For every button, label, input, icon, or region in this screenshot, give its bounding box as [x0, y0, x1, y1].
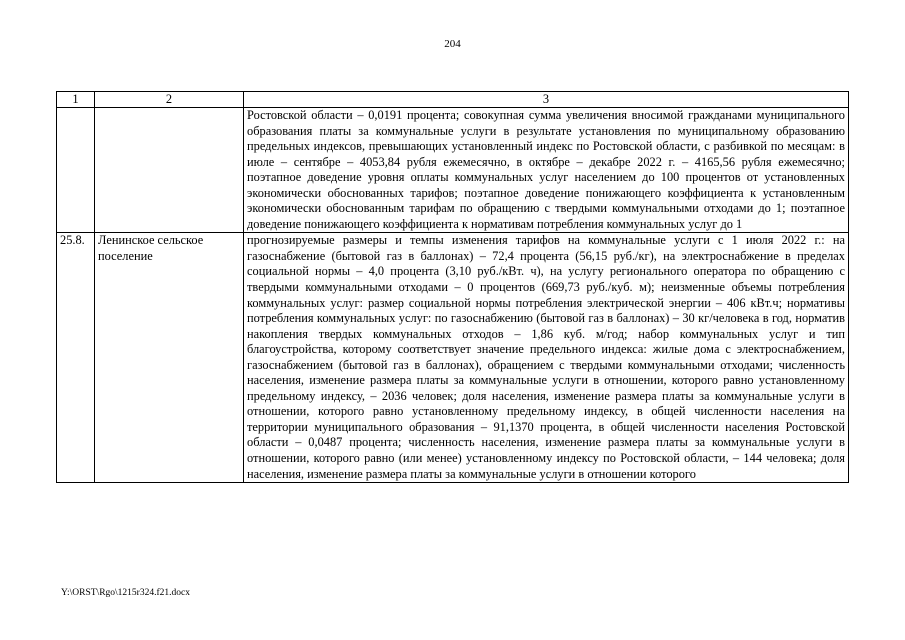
description-cell: Ростовской области – 0,0191 процента; совокупная сумма увеличения вносимой гражданами муниципального образования платы за коммунальные услуги в результате установления по муниципальному образованию предельных индексов, превышающих установленный индекс по Ростовской области, с разбивкой по месяцам: в июле – сентябре – 4053,84 рубля ежемесячно, в октябре – декабре 2022 г. – 4165,56 рубля ежемесячно; поэтапное доведение уровня оплаты коммунальных услуг населением до 100 процентов от установленных экономически обоснованных тарифов; поэтапное доведение понижающего коэффициента к установленным экономически обоснованным тарифам по обращению с твердыми коммунальными отходами до 1; поэтапное доведение понижающего коэффициента к нормативам потребления коммунальных услуг до 1	[244, 108, 849, 233]
row-number-cell	[57, 108, 95, 233]
document-table	[56, 91, 849, 483]
table-header-row	[57, 92, 849, 108]
row-number-cell: 25.8.	[57, 233, 95, 483]
table-row	[57, 108, 849, 233]
column-header-2: 2	[95, 92, 244, 108]
description-cell: прогнозируемые размеры и темпы изменения тарифов на коммунальные услуги с 1 июля 2022 г.: на газоснабжение (бытовой газ в баллонах) – 72,4 процента (56,15 руб./кг), на электроснабжение в пределах социальной нормы – 4,0 процента (3,10 руб./кВт. ч), на услугу регионального оператора по обращению с твердыми коммунальными отходами – 0 процентов (669,73 руб./куб. м); неизменные объемы потребления коммунальных услуг: размер социальной нормы потребления электрической энергии – 406 кВт.ч; нормативы потребления коммунальных услуг: по газоснабжению (бытовой газ в баллонах) – 30 кг/человека в год, норматив накопления твердых коммунальных отходов – 1,86 куб. м/год; набор коммунальных услуг и тип благоустройства, которому соответствует значение предельного индекса: жилые дома с электроснабжением, газоснабжением (бытовой газ в баллонах), обращением с твердыми коммунальными отходами; численность населения, изменение размера платы за коммунальные услуги в отношении, которого равно установленному предельному индексу, – 2036 человек; доля населения, изменение размера платы за коммунальные услуги в отношении, которого равно установленному предельному индексу, в общей численности населения на территории муниципального образования – 91,1370 процента, в общей численности населения Ростовской области – 0,0487 процента; численность населения, изменение размера платы за коммунальные услуги в отношении, которого равно (или менее) установленному индексу по Ростовской области, – 144 человека; доля населения, изменение размера платы за коммунальные услуги в отношении которого	[244, 233, 849, 483]
column-header-1: 1	[57, 92, 95, 108]
table-row	[57, 233, 849, 483]
settlement-name-cell	[95, 108, 244, 233]
page-number: 204	[444, 38, 461, 50]
footer-file-path: Y:\ORST\Rgo\1215r324.f21.docx	[61, 588, 190, 598]
column-header-3: 3	[244, 92, 849, 108]
settlement-name-cell: Ленинское сельское поселение	[95, 233, 244, 483]
